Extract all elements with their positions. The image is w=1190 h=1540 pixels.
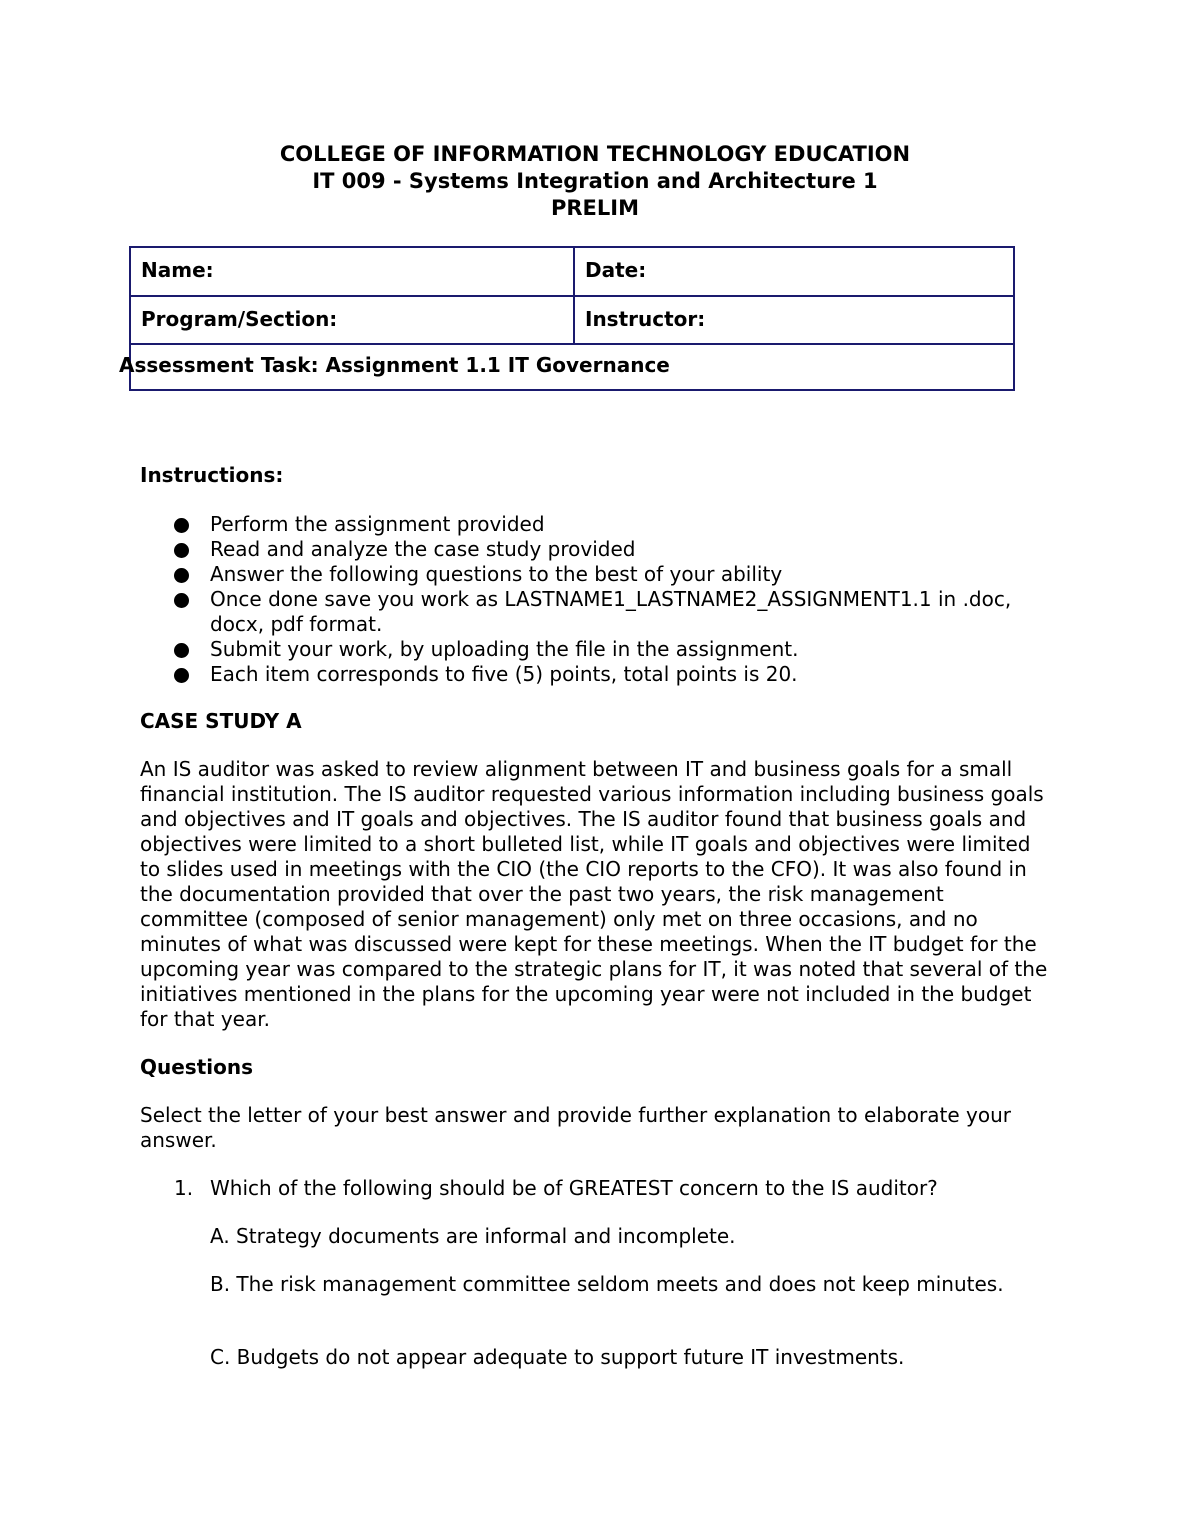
- answer-option-b: B. The risk management committee seldom meets and does not keep minutes.: [210, 1272, 1004, 1296]
- case-study-body: An IS auditor was asked to review alignment between IT and business goals for a small financial institution. The IS auditor requested various information including business goals and objectives and IT goals and objectives. The IS auditor found that business goals and objectives were limited to a short bulleted list, while IT goals and objectives were limited to slides used in meetings with the CIO (the CIO reports to the CFO). It was also found in the documentation provided that over the past two years, the risk management committee (composed of senior management) only met on three occasions, and no minutes of what was discussed were kept for these meetings. When the IT budget for the upcoming year was compared to the strategic plans for IT, it was noted that several of the initiatives mentioned in the plans for the upcoming year were not included in the budget for that year.: [140, 757, 1048, 1031]
- date-field-label: Date:: [585, 258, 647, 282]
- questions-intro: Select the letter of your best answer and provide further explanation to elaborate your answer.: [140, 1103, 1011, 1152]
- bullet-icon: [174, 568, 189, 583]
- table-row: [131, 297, 1013, 345]
- list-item: Submit your work, by uploading the file in the assignment.: [174, 637, 1034, 662]
- answer-option-c: C. Budgets do not appear adequate to support future IT investments.: [210, 1345, 905, 1369]
- table-row: [119, 345, 1013, 391]
- instructions-list: [174, 512, 1034, 687]
- bullet-icon: [174, 593, 189, 608]
- list-item: Once done save you work as LASTNAME1_LASTNAME2_ASSIGNMENT1.1 in .doc, docx, pdf format.: [174, 587, 1034, 637]
- instructions-heading: Instructions:: [140, 463, 284, 487]
- question-number: 1.: [174, 1176, 194, 1200]
- question-text: Which of the following should be of GREATEST concern to the IS auditor?: [210, 1176, 938, 1200]
- questions-heading: Questions: [140, 1055, 254, 1079]
- document-header: [0, 141, 1190, 222]
- case-study-heading: CASE STUDY A: [140, 709, 302, 733]
- term-title: PRELIM: [551, 196, 639, 220]
- bullet-icon: [174, 668, 189, 683]
- name-field-label: Name:: [141, 258, 214, 282]
- bullet-icon: [174, 643, 189, 658]
- list-item: Each item corresponds to five (5) points, total points is 20.: [174, 662, 1034, 687]
- program-section-field-label: Program/Section:: [141, 307, 338, 331]
- answer-option-a: A. Strategy documents are informal and incomplete.: [210, 1224, 736, 1248]
- student-info-table: [119, 246, 1015, 391]
- list-item: Read and analyze the case study provided: [174, 537, 1034, 562]
- instructor-field-label: Instructor:: [585, 307, 706, 331]
- list-item: Perform the assignment provided: [174, 512, 1034, 537]
- course-title: IT 009 - Systems Integration and Architecture 1: [312, 169, 878, 193]
- bullet-icon: [174, 543, 189, 558]
- table-row: [131, 248, 1013, 297]
- college-title: COLLEGE OF INFORMATION TECHNOLOGY EDUCATION: [279, 142, 911, 166]
- assessment-task-label: Assessment Task: Assignment 1.1 IT Governance: [119, 353, 670, 377]
- list-item: Answer the following questions to the best of your ability: [174, 562, 1034, 587]
- bullet-icon: [174, 518, 189, 533]
